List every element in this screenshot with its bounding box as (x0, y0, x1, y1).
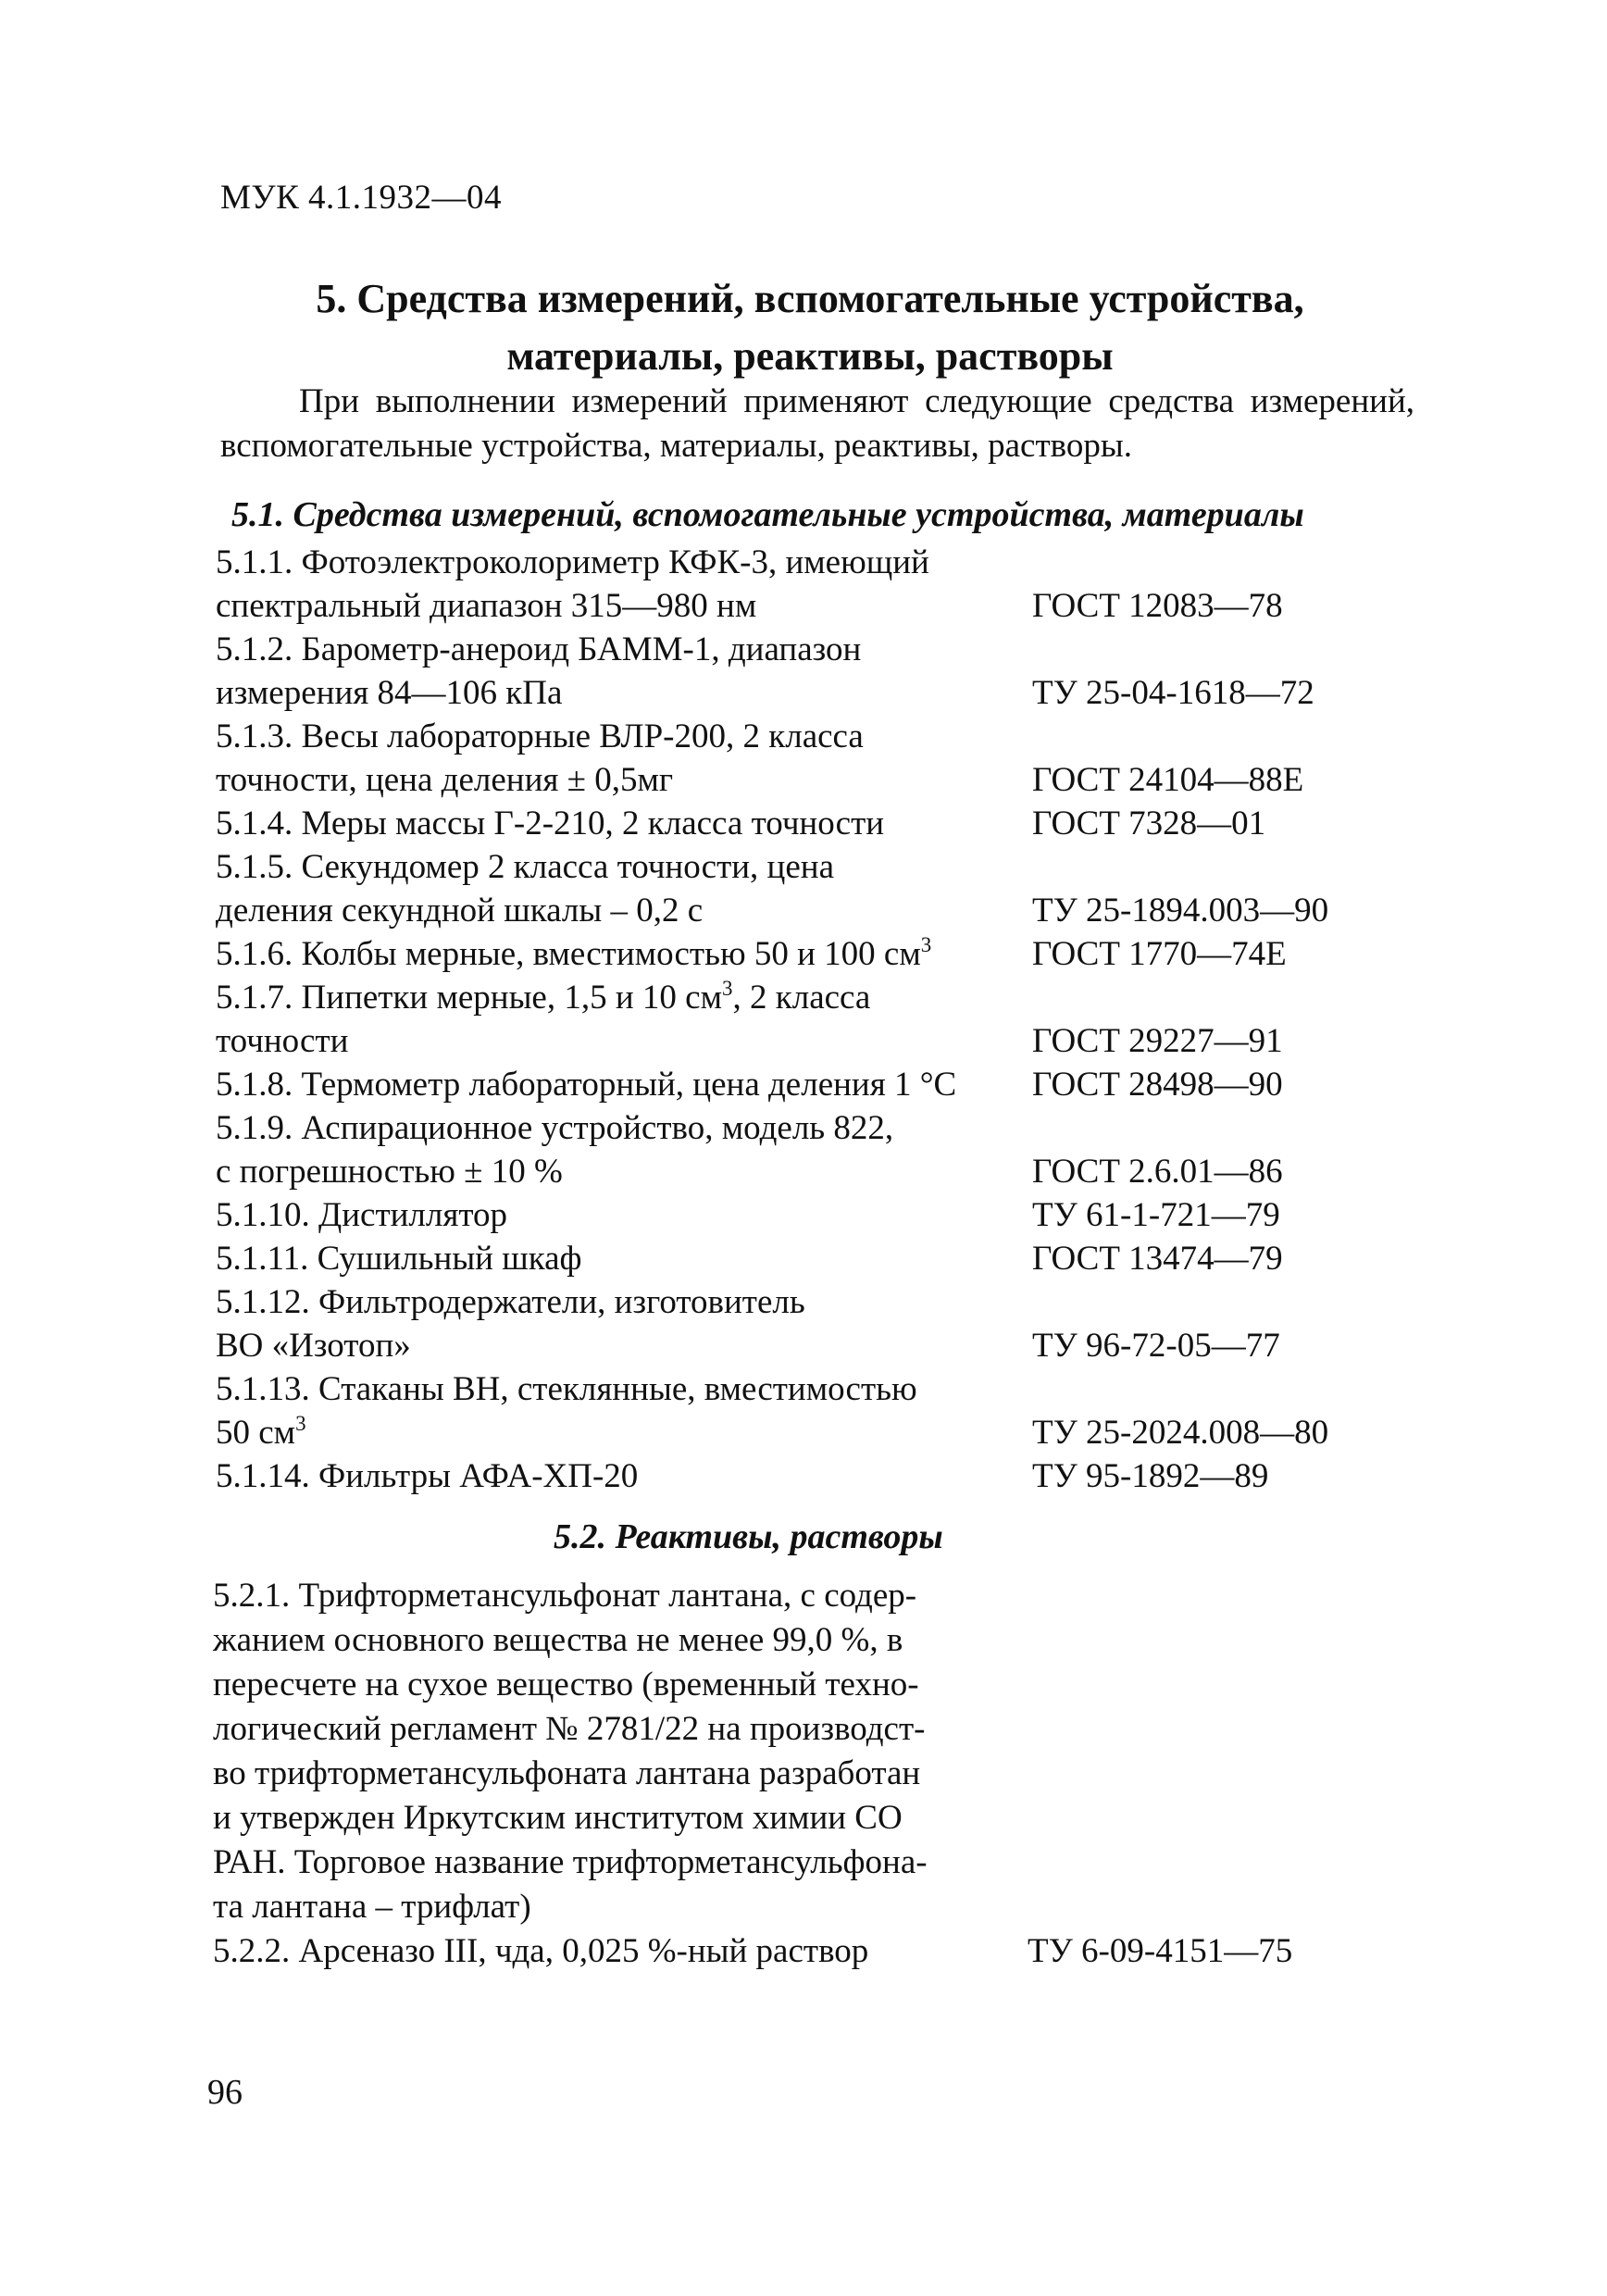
item-text-line: 5.1.12. Фильтродержатели, изготовитель (216, 1283, 805, 1321)
section-title-line-2: материалы, реактивы, растворы (506, 333, 1114, 379)
list-item (216, 541, 1419, 628)
item-standard-ref: ТУ 25-2024.008—80 (1032, 1414, 1329, 1452)
list-item (216, 1367, 1419, 1454)
item-text-line: 5.1.8. Термометр лабораторный, цена деления 1 °С (216, 1066, 957, 1104)
item-text: 5.1.7. Пипетки мерные, 1,5 и 10 см (216, 979, 722, 1017)
subsection-title-reagents: 5.2. Реактивы, растворы (554, 1517, 943, 1556)
section-intro (220, 380, 1414, 468)
list-item (216, 1454, 1419, 1498)
list-item (216, 845, 1419, 932)
document-code: МУК 4.1.1932—04 (220, 179, 503, 217)
item-text-line: 5.1.13. Стаканы ВН, стеклянные, вместимостью (216, 1370, 917, 1408)
item-text-line: 5.1.3. Весы лабораторные ВЛР-200, 2 класса (216, 718, 864, 755)
item-text-line: ВО «Изотоп» (216, 1327, 411, 1365)
superscript: 3 (295, 1412, 306, 1435)
list-item (213, 1574, 1028, 1929)
item-standard-ref: ТУ 61-1-721—79 (1032, 1196, 1280, 1234)
item-text: , 2 класса (732, 979, 871, 1017)
item-text-line: спектральный диапазон 315—980 нм (216, 587, 757, 625)
list-item (216, 628, 1419, 715)
list-item (216, 1237, 1419, 1280)
list-item (216, 932, 1419, 976)
item-standard-ref: ТУ 25-04-1618—72 (1032, 674, 1314, 712)
item-standard-ref: ГОСТ 13474—79 (1032, 1240, 1283, 1278)
item-text-line: 5.1.5. Секундомер 2 класса точности, цена (216, 848, 834, 886)
item-standard-ref: ГОСТ 12083—78 (1032, 587, 1283, 625)
section-title-line-1: 5. Средства измерений, вспомогательные устройства, (316, 276, 1304, 321)
list-item (216, 1193, 1419, 1237)
item-standard-ref: ГОСТ 1770—74Е (1032, 935, 1287, 973)
page-number: 96 (207, 2073, 243, 2112)
item-text-line: 5.1.2. Барометр-анероид БАММ-1, диапазон (216, 630, 862, 668)
item-text-line (216, 976, 1419, 1019)
list-item (213, 1929, 1416, 1974)
item-standard-ref: ТУ 95-1892—89 (1032, 1457, 1269, 1495)
reagents-list (213, 1574, 1416, 1974)
item-standard-ref: ГОСТ 29227—91 (1032, 1022, 1283, 1060)
item-standard-ref: ГОСТ 24104—88Е (1032, 761, 1304, 799)
item-text-line: 5.1.10. Дистиллятор (216, 1196, 508, 1234)
item-standard-ref: ТУ 6-09-4151—75 (1028, 1932, 1293, 1970)
equipment-list (216, 541, 1419, 1498)
item-text-line: 5.1.9. Аспирационное устройство, модель 822, (216, 1109, 894, 1147)
item-text-line: измерения 84—106 кПа (216, 674, 563, 712)
item-standard-ref: ТУ 25-1894.003—90 (1032, 892, 1329, 930)
intro-paragraph: При выполнении измерений применяют следующие средства измерений, вспомогательные устройства, материалы, реактивы, растворы. (220, 382, 1414, 465)
item-text-line: 5.2.1. Трифторметансульфонат лантана, с содер- (213, 1577, 917, 1615)
item-text-line: и утвержден Иркутским институтом химии СО (213, 1799, 903, 1837)
list-item (216, 1106, 1419, 1193)
list-item (216, 1280, 1419, 1367)
item-text-line: та лантана – трифлат) (213, 1888, 531, 1926)
item-text-line: логический регламент № 2781/22 на производст- (213, 1710, 926, 1748)
list-item (216, 1063, 1419, 1106)
superscript: 3 (920, 933, 932, 956)
item-text-line: пересчете на сухое вещество (временный техно- (213, 1666, 919, 1703)
item-text-line: жанием основного вещества не менее 99,0 %, в (213, 1621, 903, 1659)
item-text: 5.1.6. Колбы мерные, вместимостью 50 и 100 см (216, 935, 921, 973)
item-text-line: РАН. Торговое название трифторметансульфона- (213, 1843, 928, 1881)
item-text-line: во трифторметансульфоната лантана разработан (213, 1754, 921, 1792)
list-item (216, 715, 1419, 802)
list-item (216, 976, 1419, 1063)
item-standard-ref: ГОСТ 7328—01 (1032, 805, 1266, 842)
item-standard-ref: ГОСТ 2.6.01—86 (1032, 1153, 1283, 1191)
item-text-line: с погрешностью ± 10 % (216, 1153, 563, 1191)
item-text-line: 5.2.2. Арсеназо III, чда, 0,025 %-ный раствор (213, 1932, 869, 1970)
item-standard-ref: ГОСТ 28498—90 (1032, 1066, 1283, 1104)
item-standard-ref: ТУ 96-72-05—77 (1032, 1327, 1280, 1365)
item-text-line: 5.1.1. Фотоэлектроколориметр КФК-3, имеющий (216, 543, 929, 581)
superscript: 3 (722, 977, 733, 1000)
section-title (222, 270, 1398, 385)
subsection-title-measuring-instruments: 5.1. Средства измерений, вспомогательные устройства, материалы (231, 495, 1304, 534)
item-text-line: деления секундной шкалы – 0,2 с (216, 892, 704, 930)
item-text-line: точности (216, 1022, 349, 1060)
item-text-line: 5.1.14. Фильтры АФА-ХП-20 (216, 1457, 639, 1495)
item-text: 50 см (216, 1414, 296, 1452)
list-item (216, 802, 1419, 845)
item-text-line: точности, цена деления ± 0,5мг (216, 761, 674, 799)
item-text-line: 5.1.11. Сушильный шкаф (216, 1240, 582, 1278)
item-text-line: 5.1.4. Меры массы Г-2-210, 2 класса точности (216, 805, 885, 842)
